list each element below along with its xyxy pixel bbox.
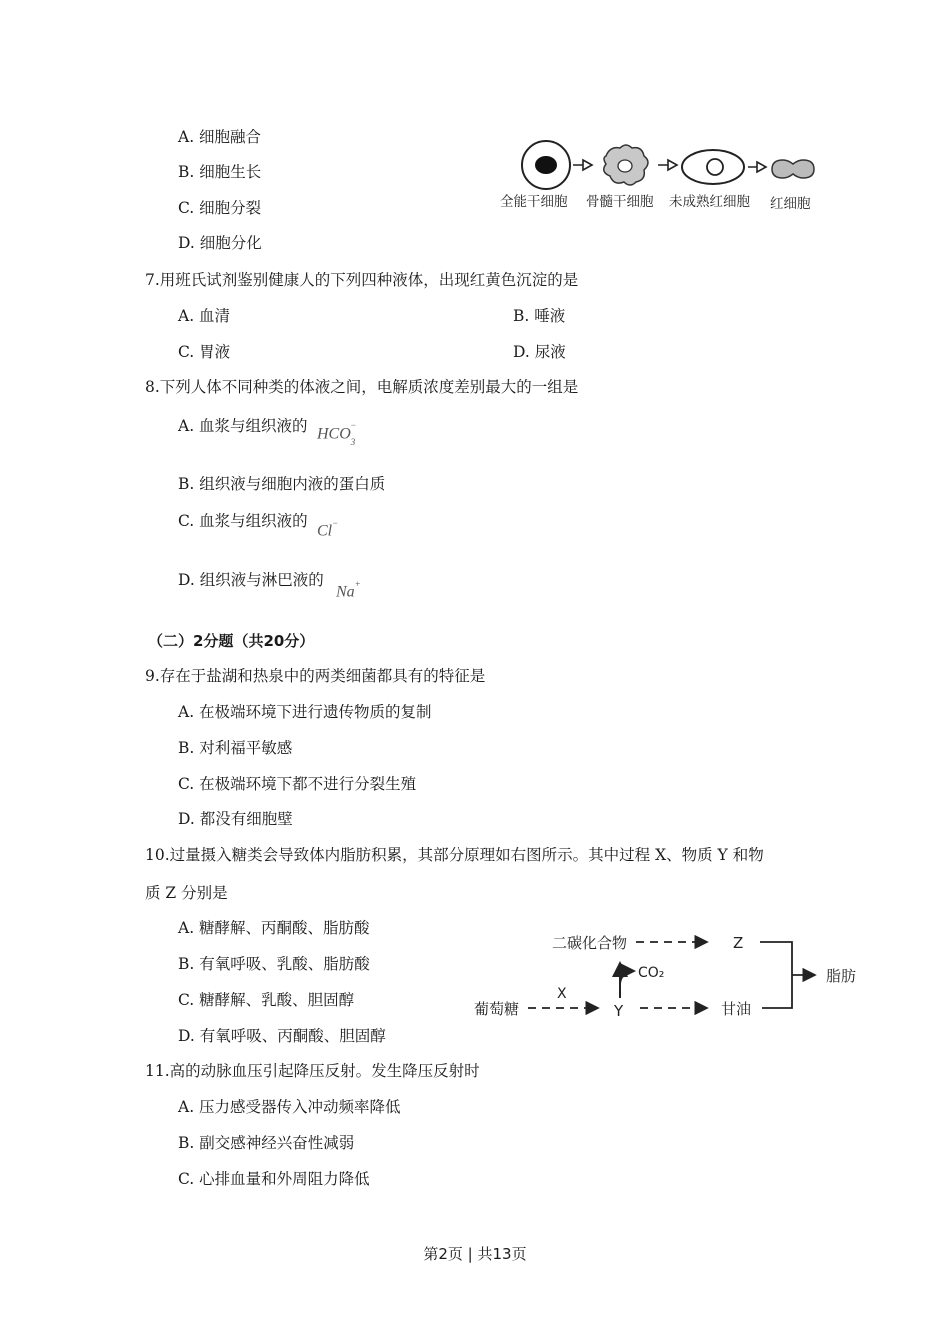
label-two-carbon: 二碳化合物	[552, 934, 628, 952]
label-z: Z	[733, 934, 744, 952]
q7-option-b: B. 唾液	[513, 307, 566, 325]
arrow-icon	[573, 160, 592, 170]
q8-option-b: B. 组织液与细胞内液的蛋白质	[178, 475, 386, 493]
q7-option-d: D. 尿液	[513, 343, 566, 361]
nucleus	[618, 160, 632, 172]
q8-option-a: A. 血浆与组织液的	[178, 417, 308, 435]
label-glycerol: 甘油	[721, 1000, 752, 1018]
q8-option-c: C. 血浆与组织液的	[178, 512, 308, 530]
arrow-icon	[748, 162, 766, 172]
bracket	[760, 942, 792, 1008]
q7-option-a: A. 血清	[178, 307, 231, 325]
section-title: （二）2分题（共20分）	[148, 632, 315, 650]
formula-na: Na+	[336, 579, 361, 601]
formula-hco3: $HCO_3^-$	[317, 420, 357, 447]
q7-stem: 7.用班氏试剂鉴别健康人的下列四种液体，出现红黄色沉淀的是	[145, 271, 579, 289]
q10-stem-line2: 质 Z 分别是	[145, 884, 228, 902]
label-x: X	[557, 986, 567, 1002]
q10-stem-line1: 10.过量摄入糖类会导致体内脂肪积累，其部分原理如右图所示。其中过程 X、物质 Y 和物	[145, 846, 764, 864]
q9-option-d: D. 都没有细胞壁	[178, 810, 293, 828]
formula-cl: Cl−	[317, 518, 339, 540]
q9-option-a: A. 在极端环境下进行遗传物质的复制	[178, 703, 432, 721]
q6-option-a: A. 细胞融合	[178, 128, 262, 146]
q9-option-c: C. 在极端环境下都不进行分裂生殖	[178, 775, 417, 793]
label-immature-red: 未成熟红细胞	[669, 194, 750, 210]
red-blood-cell	[772, 160, 814, 178]
q9-option-b: B. 对利福平敏感	[178, 739, 293, 757]
arrow-icon	[658, 160, 677, 170]
label-glucose: 葡萄糖	[474, 1000, 520, 1018]
q6-option-b: B. 细胞生长	[178, 163, 262, 181]
label-red-cell: 红细胞	[770, 196, 811, 212]
label-y: Y	[614, 1002, 624, 1020]
q11-stem: 11.高的动脉血压引起降压反射。发生降压反射时	[145, 1062, 480, 1080]
fat-synthesis-diagram	[470, 925, 870, 1021]
q10-option-c: C. 糖酵解、乳酸、胆固醇	[178, 991, 355, 1009]
q7-option-c: C. 胃液	[178, 343, 231, 361]
page-footer: 第2页 | 共13页	[423, 1245, 527, 1263]
label-co2: CO₂	[638, 965, 665, 981]
q10-option-d: D. 有氧呼吸、丙酮酸、胆固醇	[178, 1027, 386, 1045]
q11-option-b: B. 副交感神经兴奋性减弱	[178, 1134, 355, 1152]
cell-differentiation-figure	[498, 138, 820, 214]
label-bone-marrow: 骨髓干细胞	[586, 194, 654, 210]
label-fat: 脂肪	[826, 967, 857, 985]
q6-option-c: C. 细胞分裂	[178, 199, 262, 217]
nucleus	[707, 159, 723, 175]
q10-option-b: B. 有氧呼吸、乳酸、脂肪酸	[178, 955, 370, 973]
q6-option-d: D. 细胞分化	[178, 234, 262, 252]
q11-option-c: C. 心排血量和外周阻力降低	[178, 1170, 370, 1188]
nucleus	[535, 156, 557, 174]
q8-option-d: D. 组织液与淋巴液的	[178, 571, 324, 589]
q10-option-a: A. 糖酵解、丙酮酸、脂肪酸	[178, 919, 370, 937]
label-totipotent: 全能干细胞	[500, 194, 568, 210]
q8-stem: 8.下列人体不同种类的体液之间，电解质浓度差别最大的一组是	[145, 378, 579, 396]
arrow-co2-release	[620, 971, 634, 983]
q11-option-a: A. 压力感受器传入冲动频率降低	[178, 1098, 401, 1116]
q9-stem: 9.存在于盐湖和热泉中的两类细菌都具有的特征是	[145, 667, 486, 685]
